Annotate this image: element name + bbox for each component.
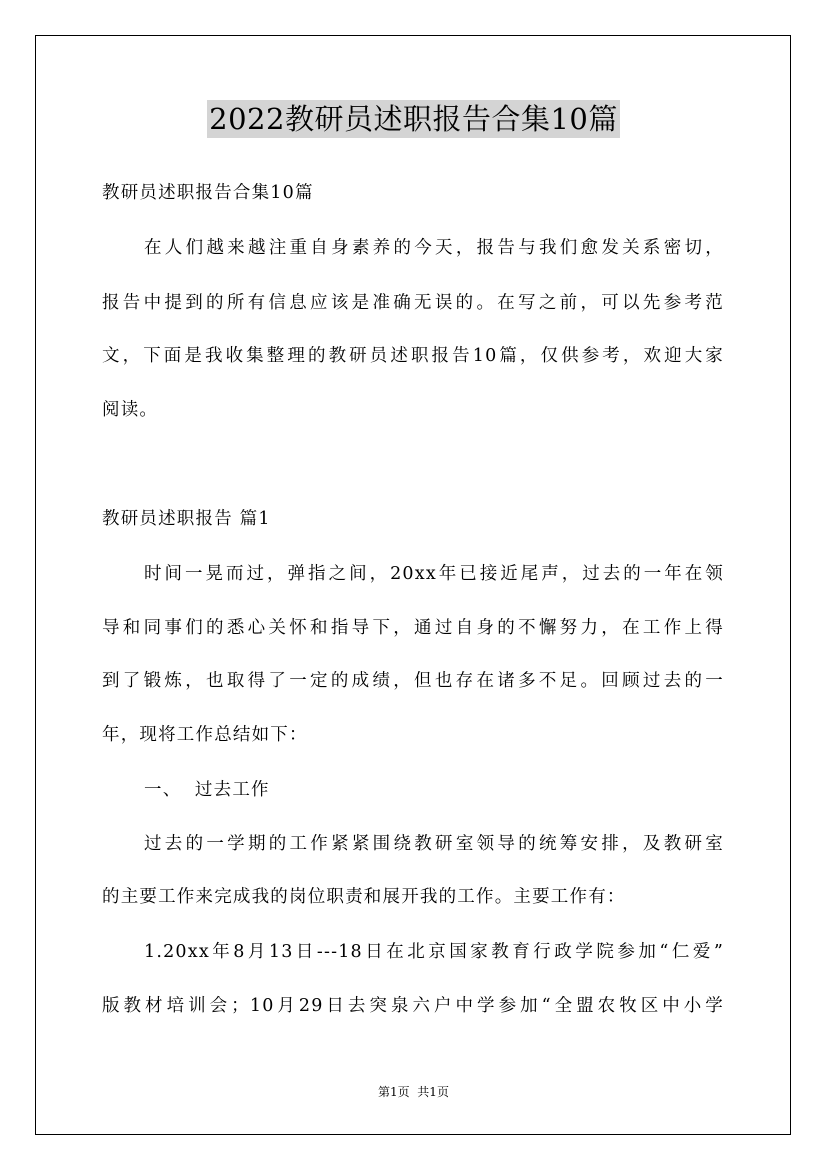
title-container: [0, 100, 827, 138]
section-heading: 教研员述职报告 篇1: [102, 509, 271, 529]
para3-line-1: 1.20xx年8月13日---18日在北京国家教育行政学院参加“仁爱”: [144, 942, 724, 962]
para1-line-2: 导和同事们的悉心关怀和指导下，通过自身的不懈努力，在工作上得: [102, 618, 724, 638]
document-title: 2022教研员述职报告合集10篇: [209, 102, 618, 136]
intro-line-3: 文，下面是我收集整理的教研员述职报告10篇，仅供参考，欢迎大家: [102, 346, 724, 366]
intro-line-2: 报告中提到的所有信息应该是准确无误的。在写之前，可以先参考范: [102, 293, 724, 313]
para1-line-1: 时间一晃而过，弹指之间，20xx年已接近尾声，过去的一年在领: [144, 564, 724, 584]
para1-line-3: 到了锻炼，也取得了一定的成绩，但也存在诸多不足。回顾过去的一: [102, 671, 724, 691]
intro-line-1: 在人们越来越注重自身素养的今天，报告与我们愈发关系密切，: [144, 238, 724, 258]
intro-line-4: 阅读。: [102, 400, 159, 420]
page-footer: 第1页 共1页: [378, 1085, 449, 1099]
para2-line-2: 的主要工作来完成我的岗位职责和展开我的工作。主要工作有：: [102, 887, 626, 907]
para1-line-4: 年，现将工作总结如下：: [102, 725, 308, 745]
para3-line-2: 版教材培训会；10月29日去突泉六户中学参加“全盟农牧区中小学: [102, 996, 724, 1016]
document-subtitle: 教研员述职报告合集10篇: [102, 183, 314, 203]
subheading: 一、 过去工作: [144, 780, 270, 800]
para2-line-1: 过去的一学期的工作紧紧围绕教研室领导的统筹安排，及教研室: [144, 834, 724, 854]
